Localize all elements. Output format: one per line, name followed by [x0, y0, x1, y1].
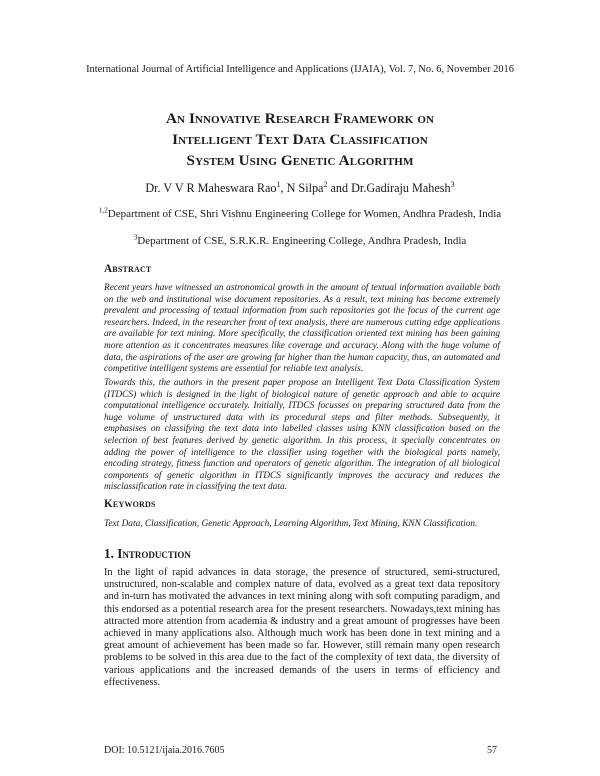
section-heading: 1. Introduction — [104, 546, 191, 561]
abstract-heading: Abstract — [104, 263, 152, 275]
title-line: System Using Genetic Algorithm — [186, 152, 414, 169]
author-list — [80, 181, 520, 196]
author-name: , N Silpa — [280, 181, 324, 195]
affiliation — [80, 208, 520, 221]
abstract-paragraph: Recent years have witnessed an astronomical growth in the amount of textual information available both on the web and institutional wise document repositories. As a result, text mining has become extremely prevalent and processing of textual information from such repositories got the focus of the current age researchers. Indeed, in the researcher front of text analysis, there are numerous cutting edge applications are available for text mining. More specifically, the classification oriented text mining has been gaining more attention as it concentrates measures like coverage and accuracy. Along with the huge volume of data, the aspirations of the user are growing far higher than the human capacity, thus, an automated and competitive intelligent systems are essential for reliable text analysis. — [104, 283, 500, 375]
author-name: and Dr.Gadiraju Mahesh — [327, 181, 451, 195]
keywords-text: Text Data, Classification, Genetic Approach, Learning Algorithm, Text Mining, KNN Classification. — [104, 519, 478, 529]
paper-title — [80, 108, 520, 171]
affiliation-text: Department of CSE, S.R.K.R. Engineering College, Andhra Pradesh, India — [137, 235, 467, 247]
page-number: 57 — [487, 745, 497, 756]
author-superscript: 1 — [276, 179, 281, 189]
author-superscript: 3 — [450, 179, 455, 189]
author-superscript: 2 — [323, 179, 328, 189]
title-line: An Innovative Research Framework on — [165, 110, 435, 127]
affiliation-superscript: 3 — [133, 233, 138, 242]
keywords-heading: Keywords — [104, 498, 156, 510]
title-line: Intelligent Text Data Classification — [172, 131, 428, 148]
doi-footer: DOI: 10.5121/ijaia.2016.7605 — [104, 745, 225, 756]
affiliation-text: Department of CSE, Shri Vishnu Engineering College for Women, Andhra Pradesh, India — [107, 208, 502, 220]
affiliation — [80, 235, 520, 248]
abstract-paragraph: Towards this, the authors in the present paper propose an Intelligent Text Data Classification System (ITDCS) which is designed in the light of biological nature of genetic approach and able to acquire computational intelligence accurately. Initially, ITDCS focusses on preparing structured data from the huge volume of unstructured data with its procedural steps and filter methods. Subsequently, it emphasises on classifying the text data into labelled classes using KNN classification based on the selection of best features derived by genetic algorithm. In this process, it specially concentrates on adding the power of intelligence to the classifier using together with the biological parts namely, encoding strategy, fitness function and operators of genetic algorithm. The integration of all biological components of genetic algorithm in ITDCS significantly improves the accuracy and reduces the misclassification rate in classifying the text data. — [104, 378, 500, 493]
journal-header: International Journal of Artificial Intelligence and Applications (IJAIA), Vol. 7, No. 6, November 2016 — [86, 64, 514, 75]
author-name: Dr. V V R Maheswara Rao — [145, 181, 277, 195]
affiliation-superscript: 1,2 — [98, 206, 108, 215]
section-body: In the light of rapid advances in data storage, the presence of structured, semi-structured, unstructured, non-scalable and complex nature of data, evolved as a great text data repository and in-turn has motivated the advances in text mining along with soft computing paradigm, and this endorsed as a potential research area for the present researchers. Nowadays,text mining has attracted more attention from academia & industry and a great amount of progresses have been achieved in many applications also. Although much work has been done in text mining and a great amount of achievement has been made so far. However, still remain many open research problems to be solved in this area due to the fact of the complexity of text data, the diversity of various applications and the increased demands of the users in terms of efficiency and effectiveness. — [104, 567, 500, 688]
